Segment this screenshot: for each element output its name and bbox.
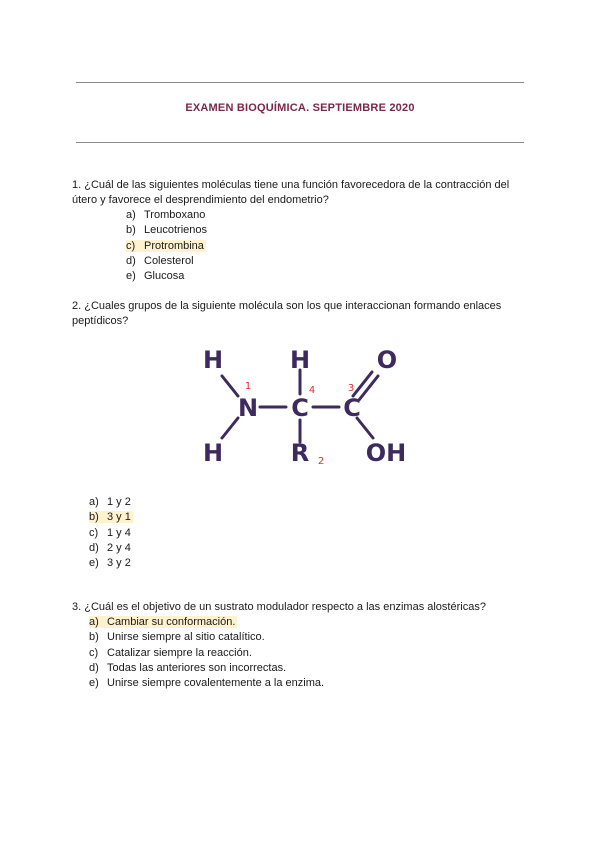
question-1-text: 1. ¿Cuál de las siguientes moléculas tiene una función favorecedora de la contracción del útero y favorece el desprendimiento del endometrio? — [72, 179, 510, 206]
q2-option-d[interactable]: d) 2 y 4 — [89, 541, 131, 554]
atom-h-top-mid: H — [289, 346, 311, 374]
q3-option-c[interactable]: c) Catalizar siempre la reacción. — [89, 646, 252, 659]
bond-h-n-bottom — [222, 418, 238, 438]
label-3: 3 — [347, 383, 355, 394]
bond-h-n-top — [222, 376, 238, 396]
bond-c-o-double-2 — [359, 376, 378, 400]
highlighted-answer: a) Cambiar su conformación. — [89, 616, 236, 628]
amino-acid-molecule-diagram — [196, 340, 416, 468]
q1-option-e[interactable]: e) Glucosa — [126, 270, 185, 283]
label-4: 4 — [308, 385, 316, 396]
question-1-options — [126, 208, 207, 284]
question-2-text: 2. ¿Cuales grupos de la siguiente molécula son los que interaccionan formando enlaces peptídicos? — [72, 300, 502, 327]
atom-h-top-left: H — [202, 346, 224, 374]
atom-c-carboxyl: C — [343, 394, 361, 422]
q2-option-a[interactable]: a) 1 y 2 — [89, 496, 131, 508]
q1-option-a[interactable]: a) Tromboxano — [126, 209, 206, 221]
highlighted-answer: c) Protrombina — [126, 239, 204, 252]
atom-h-bottom-left: H — [202, 439, 224, 467]
top-divider — [76, 82, 524, 83]
q2-option-c[interactable]: c) 1 y 4 — [89, 526, 131, 539]
title-divider — [76, 142, 524, 143]
q3-option-e[interactable]: e) Unirse siempre covalentemente a la enzima. — [89, 677, 325, 690]
q2-option-b[interactable] — [89, 510, 133, 525]
atom-n: N — [237, 394, 259, 422]
q3-option-b[interactable]: b) Unirse siempre al sitio catalítico. — [89, 631, 265, 644]
q3-option-a[interactable] — [89, 615, 324, 630]
label-2: 2 — [317, 456, 325, 467]
atom-o: O — [376, 346, 398, 374]
atom-r: R — [290, 439, 310, 467]
question-3-options — [89, 615, 324, 691]
q3-option-d[interactable]: d) Todas las anteriores son incorrectas. — [89, 661, 287, 674]
q1-option-c[interactable] — [126, 239, 207, 254]
atom-oh: OH — [365, 439, 407, 467]
q1-option-d[interactable]: d) Colesterol — [126, 254, 194, 267]
question-3-text: 3. ¿Cuál es el objetivo de un sustrato modulador respecto a las enzimas alostéricas? — [72, 601, 486, 613]
exam-title: EXAMEN BIOQUÍMICA. SEPTIEMBRE 2020 — [185, 102, 415, 114]
q1-option-b[interactable]: b) Leucotrienos — [126, 224, 207, 237]
label-1: 1 — [244, 381, 252, 392]
question-2-options — [89, 495, 133, 571]
atom-c-alpha: C — [291, 394, 309, 422]
highlighted-answer: b) 3 y 1 — [89, 511, 131, 524]
q2-option-e[interactable]: e) 3 y 2 — [89, 557, 131, 570]
bond-c-o-double-1 — [353, 372, 372, 396]
